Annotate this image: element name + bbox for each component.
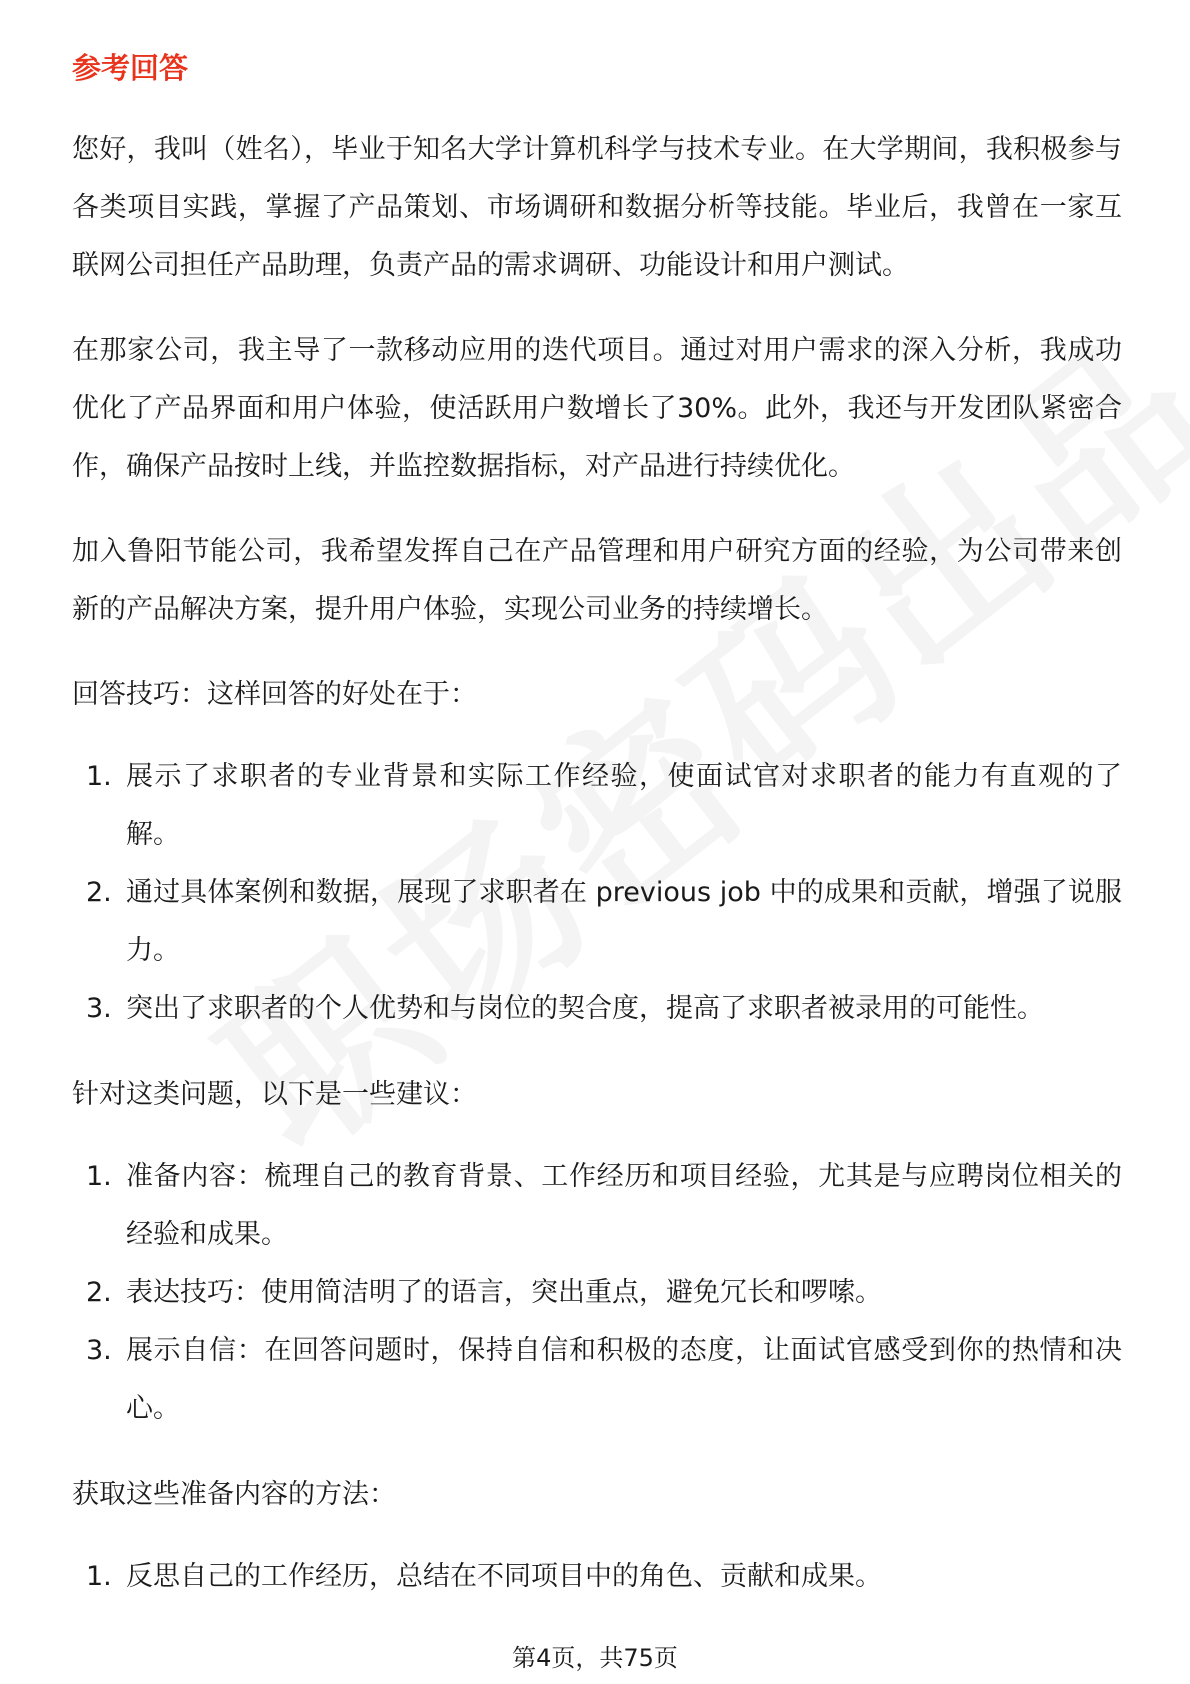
list-item-text: 展示了求职者的专业背景和实际工作经验，使面试官对求职者的能力有直观的了解。 [126, 761, 1122, 850]
list-item-text: 展示自信：在回答问题时，保持自信和积极的态度，让面试官感受到你的热情和决心。 [126, 1335, 1122, 1424]
list-item-text: 通过具体案例和数据，展现了求职者在 previous job 中的成果和贡献，增强了说服力。 [126, 877, 1122, 966]
list-number: 1. [86, 1561, 112, 1592]
section-title: 参考回答 [72, 51, 189, 85]
list-item [72, 1322, 1122, 1438]
answer-paragraph-2: 在那家公司，我主导了一款移动应用的迭代项目。通过对用户需求的深入分析，我成功优化了产品界面和用户体验，使活跃用户数增长了30%。此外，我还与开发团队紧密合作，确保产品按时上线，并监控数据指标，对产品进行持续优化。 [72, 335, 1122, 482]
list-item-text: 反思自己的工作经历，总结在不同项目中的角色、贡献和成果。 [126, 1561, 882, 1592]
list-item-text: 准备内容：梳理自己的教育背景、工作经历和项目经验，尤其是与应聘岗位相关的经验和成果。 [126, 1161, 1122, 1250]
advice-heading: 针对这类问题，以下是一些建议： [72, 1079, 477, 1110]
list-number: 1. [86, 761, 112, 792]
list-item [72, 864, 1122, 980]
page-number: 第4页，共75页 [512, 1644, 678, 1672]
list-item [72, 748, 1122, 864]
list-number: 1. [86, 1161, 112, 1192]
list-number: 2. [86, 877, 112, 908]
list-number: 3. [86, 1335, 112, 1366]
list-number: 3. [86, 993, 112, 1024]
list-item-text: 突出了求职者的个人优势和与岗位的契合度，提高了求职者被录用的可能性。 [126, 993, 1044, 1024]
advice-list [72, 1148, 1122, 1438]
answer-paragraph-1: 您好，我叫（姓名），毕业于知名大学计算机科学与技术专业。在大学期间，我积极参与各类项目实践，掌握了产品策划、市场调研和数据分析等技能。毕业后，我曾在一家互联网公司担任产品助理，负责产品的需求调研、功能设计和用户测试。 [72, 134, 1122, 281]
list-item [72, 1548, 1122, 1606]
list-item [72, 1264, 1122, 1322]
list-item-text: 表达技巧：使用简洁明了的语言，突出重点，避免冗长和啰嗦。 [126, 1277, 882, 1308]
tips-heading: 回答技巧：这样回答的好处在于： [72, 679, 477, 710]
list-item [72, 1148, 1122, 1264]
list-item [72, 980, 1122, 1038]
list-number: 2. [86, 1277, 112, 1308]
methods-list [72, 1548, 1122, 1606]
content-area [72, 48, 1122, 1634]
answer-paragraph-3: 加入鲁阳节能公司，我希望发挥自己在产品管理和用户研究方面的经验，为公司带来创新的产品解决方案，提升用户体验，实现公司业务的持续增长。 [72, 536, 1122, 625]
tips-list [72, 748, 1122, 1038]
methods-heading: 获取这些准备内容的方法： [72, 1479, 396, 1510]
